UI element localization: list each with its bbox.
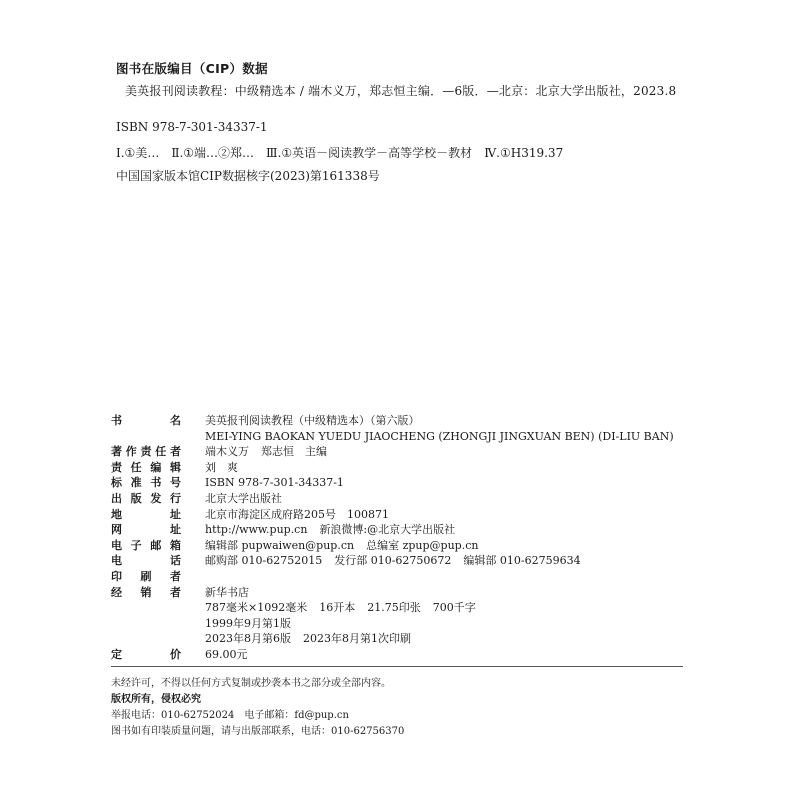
info-row (111, 631, 711, 647)
info-label: 地 址 (111, 507, 181, 521)
info-row (111, 460, 711, 476)
cip-isbn: ISBN 978-7-301-34337-1 (116, 120, 268, 134)
info-value (205, 491, 282, 507)
info-row (111, 616, 711, 632)
info-value (205, 616, 291, 632)
info-value (205, 507, 389, 523)
info-label: 网 址 (111, 523, 181, 537)
cip-description: 美英报刊阅读教程：中级精选本 / 端木义万，郑志恒主编．—6版．—北京：北京大学出版社，2023.8 (125, 84, 677, 98)
info-row (111, 413, 711, 429)
footer-rights: 版权所有，侵权必究 (111, 694, 201, 705)
publication-info-table (111, 413, 711, 663)
info-label: 定 价 (111, 647, 181, 661)
info-value-part: 新浪微博:@北京大学出版社 (319, 523, 456, 537)
info-row (111, 507, 711, 523)
info-value-part: 1999年9月第1版 (205, 616, 291, 630)
info-value (205, 460, 238, 476)
info-value-part: 邮购部 010-62752015 (205, 554, 323, 568)
info-value-part: 北京市海淀区成府路205号 100871 (205, 507, 389, 521)
footer-report: 举报电话：010-62752024 电子邮箱：fd@pup.cn (111, 710, 349, 721)
info-value (205, 631, 411, 647)
footer-quality: 图书如有印装质量问题，请与出版部联系，电话：010-62756370 (111, 726, 405, 737)
info-label: 标 准 书 号 (111, 476, 181, 490)
info-value-part: 新华书店 (205, 585, 249, 599)
info-value-part: ISBN 978-7-301-34337-1 (205, 476, 344, 490)
divider (111, 666, 683, 667)
info-value (205, 429, 674, 445)
cip-classification: Ⅰ.①美… Ⅱ.①端…②郑… Ⅲ.①英语－阅读教学－高等学校－教材 Ⅳ.①H319.37 (116, 146, 564, 160)
info-value-part: 编辑部 010-62759634 (463, 554, 581, 568)
cip-title: 图书在版编目（CIP）数据 (116, 61, 268, 76)
info-row (111, 585, 711, 601)
info-row (111, 475, 711, 491)
info-value-part: 69.00元 (205, 647, 248, 661)
info-value-part: 北京大学出版社 (205, 491, 282, 505)
info-row (111, 538, 711, 554)
info-value (205, 444, 327, 460)
info-value (205, 475, 344, 491)
info-label: 出 版 发 行 (111, 491, 181, 505)
info-value-part: 发行部 010-62750672 (334, 554, 452, 568)
footer-notice: 未经许可，不得以任何方式复制或抄袭本书之部分或全部内容。 (111, 678, 391, 689)
info-label: 电 子 邮 箱 (111, 538, 181, 552)
info-value (205, 553, 581, 569)
cip-verification: 中国国家版本馆CIP数据核字(2023)第161338号 (116, 169, 380, 183)
info-label: 书 名 (111, 414, 181, 427)
info-label: 著 作 责 任 者 (111, 445, 181, 459)
info-value (205, 585, 249, 601)
info-value-part: 郑志恒 主编 (261, 445, 327, 459)
info-value-part: 2023年8月第1次印刷 (303, 632, 411, 646)
info-value-part: 787毫米×1092毫米 (205, 601, 308, 615)
info-value (205, 522, 455, 538)
info-value-part: MEI-YING BAOKAN YUEDU JIAOCHENG (ZHONGJI JINGXUAN BEN) (DI-LIU BAN) (205, 429, 674, 443)
info-row (111, 522, 711, 538)
info-value-part: 16开本 (319, 601, 356, 615)
info-label: 电 话 (111, 554, 181, 568)
info-value-part: http://www.pup.cn (205, 523, 308, 537)
info-value-part: 700千字 (432, 601, 476, 615)
info-row (111, 444, 711, 460)
info-row (111, 647, 711, 663)
info-value-part: 端木义万 (205, 445, 249, 459)
info-value (205, 600, 476, 616)
info-label: 责 任 编 辑 (111, 460, 181, 474)
info-label: 印 刷 者 (111, 569, 181, 583)
info-value (205, 538, 478, 554)
info-row (111, 491, 711, 507)
info-value-part: 21.75印张 (367, 601, 421, 615)
copyright-footer (111, 676, 404, 740)
info-value (205, 413, 420, 429)
info-value-part: 刘 爽 (205, 460, 238, 474)
info-row (111, 569, 711, 585)
info-row (111, 429, 711, 445)
info-value-part: 2023年8月第6版 (205, 632, 291, 646)
info-row (111, 600, 711, 616)
info-row (111, 553, 711, 569)
info-value-part: 编辑部 pupwaiwen@pup.cn (205, 538, 355, 552)
info-label: 经 销 者 (111, 585, 181, 599)
info-value-part: 美英报刊阅读教程（中级精选本）（第六版） (205, 414, 420, 427)
info-value (205, 647, 248, 663)
info-value-part: 总编室 zpup@pup.cn (366, 538, 479, 552)
